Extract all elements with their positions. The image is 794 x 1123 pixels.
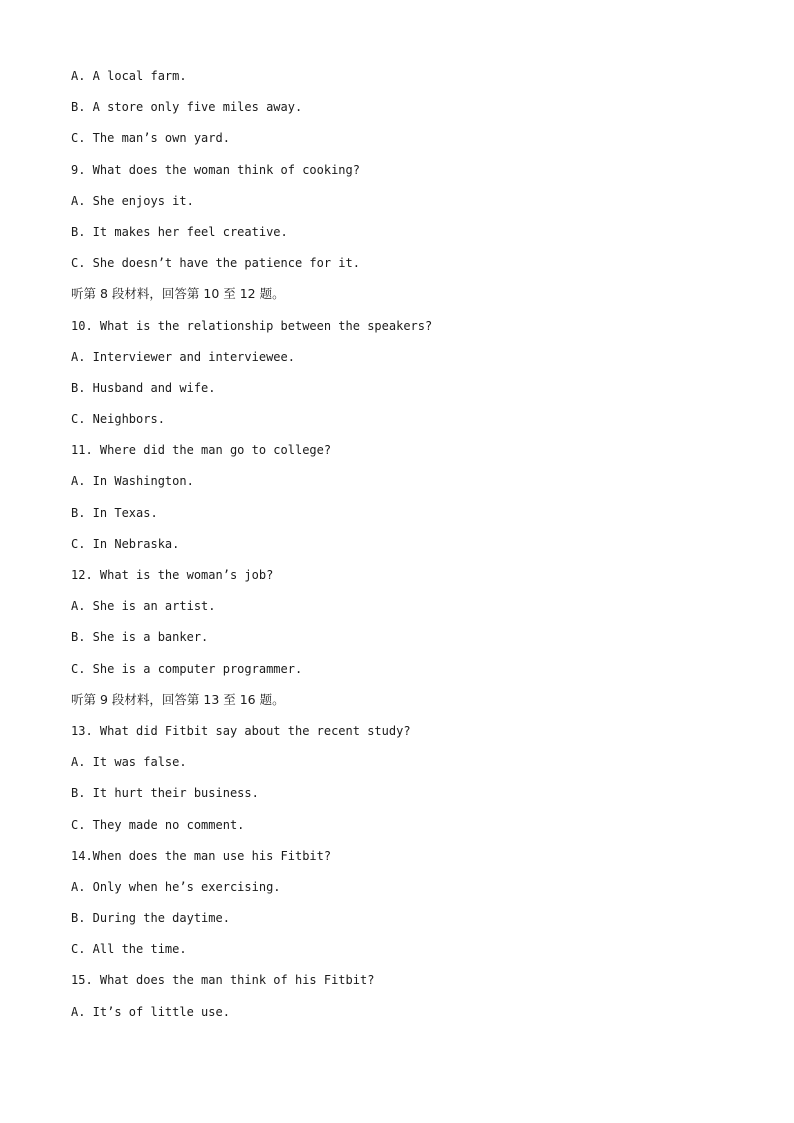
option-line: C. In Nebraska. [71, 536, 180, 551]
option-line: B. A store only five miles away. [71, 100, 303, 115]
option-line: B. It makes her feel creative. [71, 224, 288, 239]
option-line: B. She is a banker. [71, 630, 209, 645]
option-line: A. A local farm. [71, 69, 187, 83]
option-line: C. They made no comment. [71, 817, 245, 832]
option-line: A. It was false. [71, 755, 187, 770]
section-heading: 听第 8 段材料，回答第 10 至 12 题。 [71, 286, 285, 302]
option-line: C. She doesn’t have the patience for it. [71, 256, 360, 271]
question-line: 9. What does the woman think of cooking? [71, 162, 360, 177]
option-line: B. It hurt their business. [71, 786, 259, 801]
option-line: C. She is a computer programmer. [71, 661, 303, 676]
option-line: B. In Texas. [71, 505, 158, 520]
option-line: C. The man’s own yard. [71, 131, 230, 146]
section-heading: 听第 9 段材料，回答第 13 至 16 题。 [71, 691, 285, 707]
option-line: B. During the daytime. [71, 911, 230, 926]
option-line: A. Interviewer and interviewee. [71, 349, 295, 364]
option-line: A. It’s of little use. [71, 1004, 230, 1019]
option-line: C. Neighbors. [71, 412, 165, 427]
option-line: A. She enjoys it. [71, 193, 194, 208]
question-line: 11. Where did the man go to college? [71, 443, 332, 458]
option-line: A. In Washington. [71, 474, 194, 489]
question-line: 12. What is the woman’s job? [71, 568, 274, 582]
question-line: 15. What does the man think of his Fitbit? [71, 973, 375, 988]
question-line: 10. What is the relationship between the speakers? [71, 318, 433, 333]
question-line: 14.When does the man use his Fitbit? [71, 848, 332, 863]
question-list [71, 66, 751, 1033]
question-line: 13. What did Fitbit say about the recent study? [71, 723, 411, 738]
option-line: B. Husband and wife. [71, 380, 216, 395]
option-line: A. She is an artist. [71, 599, 216, 614]
option-line: C. All the time. [71, 942, 187, 957]
option-line: A. Only when he’s exercising. [71, 879, 281, 894]
